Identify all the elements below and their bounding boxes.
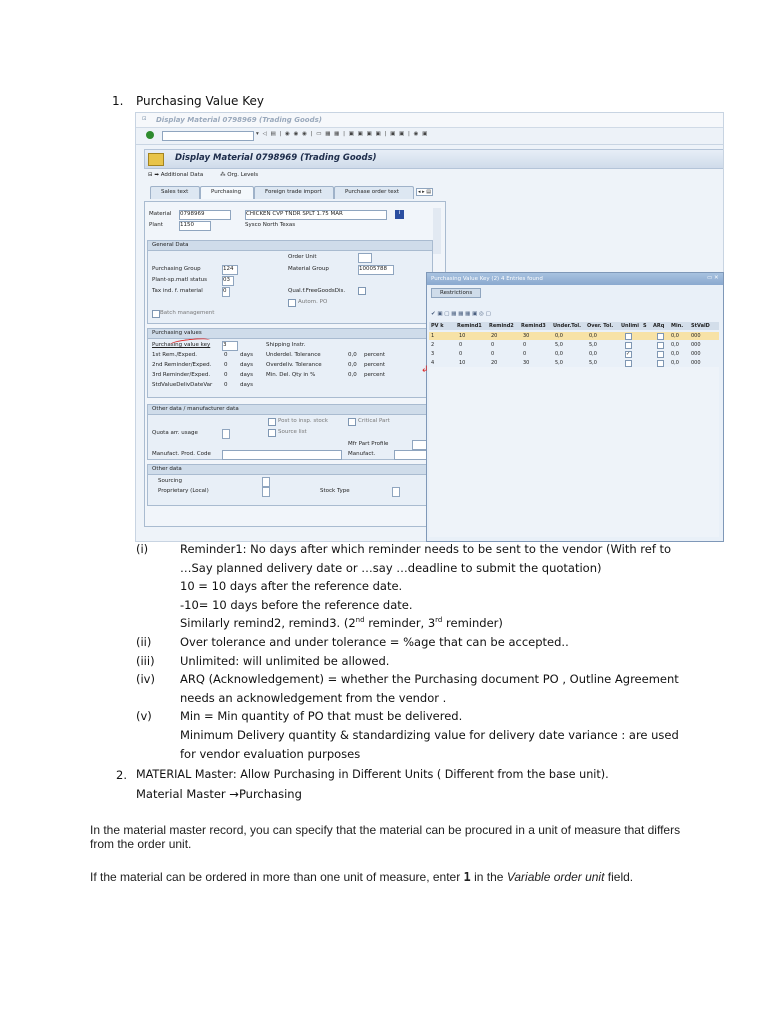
sourcing-dropdown[interactable] <box>262 477 270 487</box>
popup-title: Purchasing Value Key (2) 4 Entries found <box>431 276 543 282</box>
table-row[interactable] <box>429 350 719 358</box>
col-s: S <box>643 323 647 329</box>
underdel-tolerance-label: Underdel. Tolerance <box>266 352 321 358</box>
tab-label: Sales text <box>161 189 189 195</box>
table-cell: 000 <box>691 360 701 366</box>
arq-checkbox[interactable] <box>657 333 664 340</box>
table-cell: 0,0 <box>555 351 563 357</box>
note-line: Reminder1: No days after which reminder needs to be sent to the vendor (With ref to <box>180 542 672 556</box>
reminder3-label: 3rd Reminder/Exped. <box>152 372 211 378</box>
purchasing-group-field[interactable]: 124 <box>222 265 238 275</box>
paragraph-2-value: 1 <box>463 870 471 884</box>
tax-ind-label: Tax ind. f. material <box>152 288 203 294</box>
purchasing-value-key-label: Purchasing value key <box>152 342 211 348</box>
note-line: 10 = 10 days after the reference date. <box>180 579 403 594</box>
batch-management-checkbox[interactable] <box>152 310 160 318</box>
org-levels-label: Org. Levels <box>227 172 259 178</box>
tab-label: Purchasing <box>211 189 242 195</box>
critical-part-label: Critical Part <box>358 418 390 424</box>
note-line: for vendor evaluation purposes <box>180 746 361 761</box>
plant-sp-status-field[interactable]: 03 <box>222 276 234 286</box>
purchasing-group-label: Purchasing Group <box>152 266 201 272</box>
qual-free-goods-checkbox[interactable] <box>358 287 366 295</box>
item1-number: 1. <box>112 94 124 108</box>
window-icon: ⊡ <box>142 116 147 122</box>
org-levels-button[interactable]: ⁂ Org. Levels <box>220 172 259 178</box>
note-number: (iii) <box>136 653 155 668</box>
command-field[interactable] <box>162 131 254 141</box>
general-data-title: General Data <box>152 242 189 248</box>
table-cell: 5,0 <box>589 360 597 366</box>
purchasing-values-title: Purchasing values <box>152 330 202 336</box>
table-cell: 0 <box>523 351 527 357</box>
quota-usage-field[interactable] <box>222 429 230 439</box>
item2-subtitle: Material Master →Purchasing <box>136 787 302 801</box>
table-cell: 4 <box>431 360 435 366</box>
col-pvk: PV k <box>431 323 444 329</box>
post-insp-stock-checkbox[interactable] <box>268 418 276 426</box>
arq-checkbox[interactable] <box>657 351 664 358</box>
general-data-title-bar <box>148 241 432 251</box>
note-text: reminder) <box>442 616 503 631</box>
manufact-label: Manufact. <box>348 451 376 457</box>
arq-checkbox[interactable] <box>657 360 664 367</box>
col-remind3: Remind3 <box>521 323 546 329</box>
red-annotation-arrow: ↲ <box>421 364 429 374</box>
arq-checkbox[interactable] <box>657 342 664 349</box>
purchasing-pane <box>144 201 446 527</box>
tab-sales-text[interactable] <box>150 186 200 199</box>
other-data-title-bar <box>148 465 432 475</box>
table-cell: 0 <box>491 342 495 348</box>
table-cell: 5,0 <box>589 342 597 348</box>
underdel-value: 0,0 <box>348 352 357 358</box>
toolbar-icons[interactable]: ▾ ◁ ▤ | ◉ ◉ ◉ | ▭ ▦ ▦ | ▣ ▣ ▣ ▣ | ▣ ▣ | ◉ ▣ <box>256 131 429 137</box>
table-cell: 3 <box>431 351 435 357</box>
min-del-qty-label: Min. Del. Qty in % <box>266 372 316 378</box>
note-superscript: nd <box>355 616 365 625</box>
manufacturer-data-title-bar <box>148 405 432 415</box>
table-cell: 0 <box>459 342 463 348</box>
overdel-value: 0,0 <box>348 362 357 368</box>
table-row[interactable] <box>429 332 719 340</box>
other-data-box <box>147 464 433 506</box>
paragraph-2-a: If the material can be ordered in more than one unit of measure, enter <box>90 870 464 884</box>
plant-field[interactable]: 1150 <box>179 221 211 231</box>
system-toolbar <box>136 128 723 145</box>
purchasing-value-key-field[interactable]: 3 <box>222 341 238 351</box>
window-title: Display Material 0798969 (Trading Goods) <box>156 116 322 124</box>
autom-po-label: Autom. PO <box>298 299 328 305</box>
note-text: reminder, 3 <box>364 616 436 631</box>
popup-toolbar <box>429 311 719 321</box>
qual-free-goods-label: Qual.f.FreeGoodsDis. <box>288 288 346 294</box>
material-group-field[interactable]: 10005788 <box>358 265 394 275</box>
col-arq: ARq <box>653 323 665 329</box>
table-cell: 0 <box>523 342 527 348</box>
col-stvald: StValD <box>691 323 710 329</box>
table-cell: 20 <box>491 333 498 339</box>
note-number: (i) <box>136 542 149 556</box>
table-cell: 10 <box>459 360 466 366</box>
proprietary-dropdown[interactable] <box>262 487 270 497</box>
popup-empty-area <box>429 367 719 537</box>
table-cell: 5,0 <box>555 360 563 366</box>
info-icon[interactable]: i <box>395 210 404 219</box>
table-cell: 0 <box>491 351 495 357</box>
stock-type-dropdown[interactable] <box>392 487 400 497</box>
material-icon <box>148 153 164 166</box>
table-cell: 000 <box>691 351 701 357</box>
restrictions-tab[interactable]: Restrictions <box>431 288 481 298</box>
additional-data-button[interactable]: ⊟ ➡ Additional Data <box>148 172 204 178</box>
note-line: Unlimited: will unlimited be allowed. <box>180 653 390 668</box>
note-line: Over tolerance and under tolerance = %age that can be accepted.. <box>180 635 569 649</box>
col-unlimited: Unlimi <box>621 323 639 329</box>
paragraph-1: In the material master record, you can specify that the material can be procured in a unit of measure that differs from the order unit. <box>90 823 681 851</box>
tax-ind-field[interactable]: 0 <box>222 287 230 297</box>
autom-po-checkbox[interactable] <box>288 299 296 307</box>
note-line: needs an acknowledgement from the vendor . <box>180 690 447 705</box>
reminder1-value: 0 <box>224 352 228 358</box>
unlimited-checkbox[interactable] <box>625 342 632 349</box>
reminder3-value: 0 <box>224 372 228 378</box>
table-cell: 0,0 <box>671 342 679 348</box>
note-line: Minimum Delivery quantity & standardizing value for delivery date variance : are used <box>180 728 679 742</box>
popup-toolbar-icons[interactable]: ✔ ▣ ▢ ▦ ▦ ▦ ▣ ◎ ▢ <box>431 311 491 317</box>
col-remind1: Remind1 <box>457 323 482 329</box>
table-cell: 0,0 <box>671 333 679 339</box>
proprietary-label: Proprietary (Local) <box>158 488 209 494</box>
unlimited-checkbox[interactable]: ✓ <box>626 351 631 357</box>
std-value-deliv-unit: days <box>240 382 253 388</box>
shipping-instr-label: Shipping Instr. <box>266 342 306 348</box>
header-title: Display Material 0798969 (Trading Goods) <box>175 153 377 163</box>
plant-sp-status-label: Plant-sp.matl status <box>152 277 208 283</box>
close-icon[interactable]: ▭ ✕ <box>707 275 719 281</box>
note-line <box>180 616 503 630</box>
paragraph-2-field: Variable order unit <box>506 870 605 884</box>
manufacturer-data-title: Other data / manufacturer data <box>152 406 239 412</box>
note-text: Similarly remind2, remind3. (2 <box>180 616 356 631</box>
paragraph-2-e: field. <box>604 870 634 884</box>
table-cell: 0,0 <box>589 333 597 339</box>
general-data-box <box>147 240 433 324</box>
purchasing-values-box <box>147 328 433 398</box>
table-row[interactable] <box>429 359 719 367</box>
table-cell: 0 <box>459 351 463 357</box>
stock-type-label: Stock Type <box>320 488 350 494</box>
table-row[interactable] <box>429 341 719 349</box>
table-cell: 0,0 <box>555 333 563 339</box>
paragraph-2-c: in the <box>470 870 507 884</box>
enter-icon[interactable] <box>146 131 154 139</box>
popup-title-bar <box>427 273 723 285</box>
item2-title: MATERIAL Master: Allow Purchasing in Different Units ( Different from the base unit). <box>136 768 609 781</box>
min-del-value: 0,0 <box>348 372 357 378</box>
table-cell: 1 <box>431 333 435 339</box>
reminder1-label: 1st Rem./Exped. <box>152 352 198 358</box>
tab-purchasing[interactable] <box>200 186 254 199</box>
grid-header <box>429 322 719 330</box>
table-cell: 20 <box>491 360 498 366</box>
other-data-title: Other data <box>152 466 182 472</box>
reminder3-unit: days <box>240 372 253 378</box>
value-key-popup <box>426 272 724 542</box>
note-number: (iv) <box>136 672 155 687</box>
table-cell: 000 <box>691 342 701 348</box>
quota-usage-label: Quota arr. usage <box>152 430 198 436</box>
tab-purchase-order-text[interactable] <box>334 186 414 199</box>
note-line: Min = Min quantity of PO that must be delivered. <box>180 709 463 724</box>
tab-label: Purchase order text <box>345 189 399 195</box>
screen-header <box>144 149 724 169</box>
material-group-label: Material Group <box>288 266 329 272</box>
std-value-deliv-label: StdValueDelivDateVar <box>152 382 213 388</box>
tab-foreign-trade-import[interactable] <box>254 186 334 199</box>
note-number: (v) <box>136 709 152 724</box>
table-cell: 5,0 <box>555 342 563 348</box>
table-cell: 10 <box>459 333 466 339</box>
manufact-prod-code-label: Manufact. Prod. Code <box>152 451 211 457</box>
material-field[interactable]: 0798969 <box>179 210 231 220</box>
sourcing-label: Sourcing <box>158 478 183 484</box>
source-list-label: Source list <box>278 429 307 435</box>
paragraph-2 <box>90 870 633 884</box>
note-line: …Say planned delivery date or …say …deadline to submit the quotation) <box>180 560 602 575</box>
manufact-prod-code-field[interactable] <box>222 450 342 460</box>
note-line: ARQ (Acknowledgement) = whether the Purchasing document PO , Outline Agreement <box>180 672 679 687</box>
material-label: Material <box>149 211 172 217</box>
table-cell: 000 <box>691 333 701 339</box>
note-number: (ii) <box>136 635 152 649</box>
table-cell: 30 <box>523 333 530 339</box>
critical-part-checkbox[interactable] <box>348 418 356 426</box>
table-cell: 2 <box>431 342 435 348</box>
std-value-deliv-value: 0 <box>224 382 228 388</box>
tab-label: Foreign trade import <box>265 189 322 195</box>
min-del-unit: percent <box>364 372 386 378</box>
reminder1-unit: days <box>240 352 253 358</box>
window-title-bar <box>136 113 723 128</box>
mfr-part-profile-label: Mfr Part Profile <box>348 441 389 447</box>
purchasing-values-title-bar <box>148 329 435 339</box>
col-remind2: Remind2 <box>489 323 514 329</box>
order-unit-field[interactable] <box>358 253 372 263</box>
note-line: -10= 10 days before the reference date. <box>180 597 413 612</box>
unlimited-checkbox[interactable] <box>625 333 632 340</box>
source-list-checkbox[interactable] <box>268 429 276 437</box>
reminder2-unit: days <box>240 362 253 368</box>
vertical-scrollbar[interactable] <box>433 208 441 254</box>
app-toolbar <box>144 169 722 183</box>
additional-data-label: Additional Data <box>160 172 204 178</box>
item1-title: Purchasing Value Key <box>136 94 265 108</box>
order-unit-label: Order Unit <box>288 254 317 260</box>
table-cell: 0,0 <box>671 351 679 357</box>
post-insp-stock-label: Post to insp. stock <box>278 418 328 424</box>
reminder2-value: 0 <box>224 362 228 368</box>
tab-scroll-buttons[interactable]: ◂ ▸ ▤ <box>418 189 431 195</box>
overdel-tolerance-label: Overdeliv. Tolerance <box>266 362 322 368</box>
batch-management-label: Batch management <box>160 310 215 316</box>
underdel-unit: percent <box>364 352 386 358</box>
plant-label: Plant <box>149 222 163 228</box>
manufact-field[interactable] <box>394 450 430 460</box>
table-cell: 30 <box>523 360 530 366</box>
table-cell: 0,0 <box>589 351 597 357</box>
material-desc-field[interactable]: CHICKEN CVP TNDR SPLT 1.75 MAR <box>245 210 387 220</box>
col-over-tol: Over. Tol. <box>587 323 614 329</box>
manufacturer-data-box <box>147 404 433 460</box>
col-min: Min. <box>671 323 684 329</box>
plant-desc: Sysco North Texas <box>245 222 296 228</box>
unlimited-checkbox[interactable] <box>625 360 632 367</box>
item2-number: 2. <box>116 768 127 782</box>
note-superscript: rd <box>435 616 443 625</box>
table-cell: 0,0 <box>671 360 679 366</box>
reminder2-label: 2nd Reminder/Exped. <box>152 362 212 368</box>
overdel-unit: percent <box>364 362 386 368</box>
col-under-tol: Under.Tol. <box>553 323 582 329</box>
